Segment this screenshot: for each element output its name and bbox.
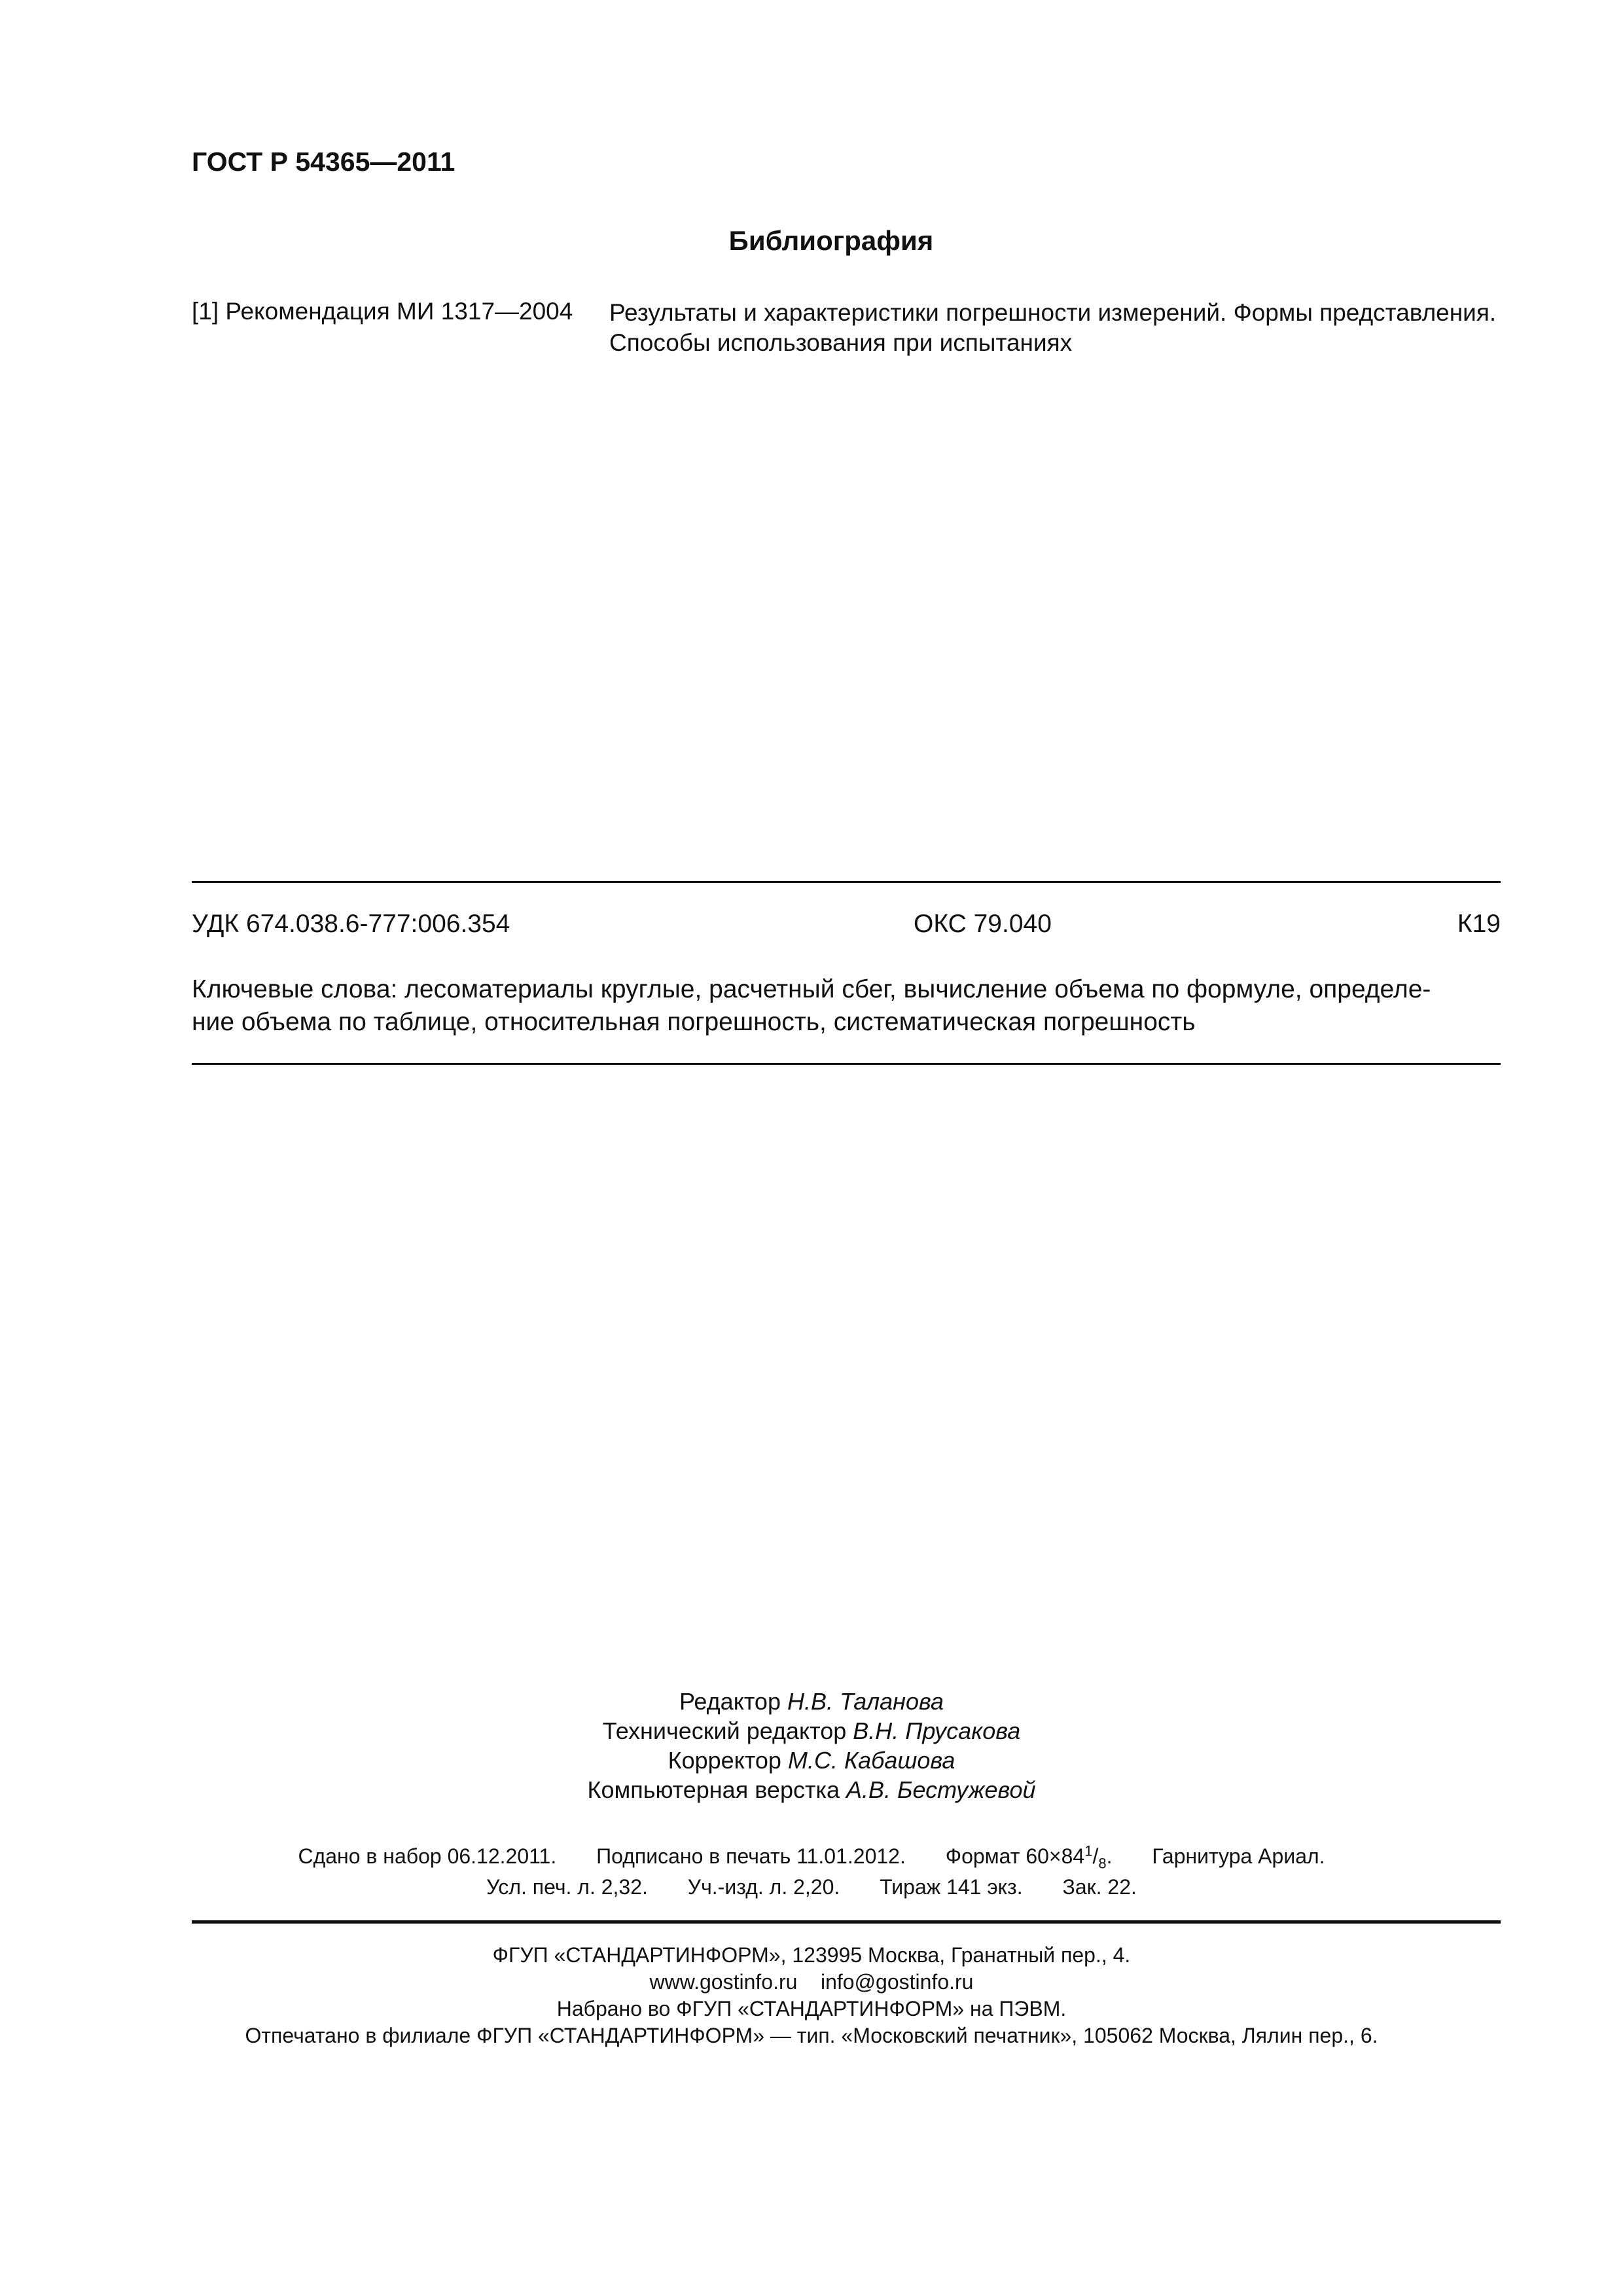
credit-tech-editor (0, 1716, 1623, 1746)
keywords (192, 973, 1501, 1039)
bibliography-ref-line: Результаты и характеристики погрешности измерений. Формы представления. (609, 299, 1497, 326)
classification-code: К19 (1457, 910, 1501, 938)
top-rule (192, 881, 1501, 883)
printing-info: Отпечатано в филиале ФГУП «СТАНДАРТИНФОРМ» — тип. «Московский печатник», 105062 Москва, Лялин пер., 6. (245, 2024, 1378, 2047)
publisher-sheets: Уч.-изд. л. 2,20. (687, 1875, 840, 1899)
credit-editor (0, 1687, 1623, 1716)
credit-role: Компьютерная верстка (587, 1776, 847, 1803)
bibliography-ref: [1] Рекомендация МИ 1317—2004 (192, 298, 573, 325)
credit-name: М.С. Кабашова (787, 1747, 955, 1774)
credit-name: А.В. Бестужевой (846, 1776, 1036, 1803)
bibliography-title: Библиография (728, 225, 934, 256)
udk-code: УДК 674.038.6-777:006.354 (192, 910, 510, 938)
publisher-address: ФГУП «СТАНДАРТИНФОРМ», 123995 Москва, Гранатный пер., 4. (492, 1943, 1131, 1967)
typesetting-info: Набрано во ФГУП «СТАНДАРТИНФОРМ» на ПЭВМ. (556, 1997, 1067, 2020)
credit-name: Н.В. Таланова (787, 1688, 944, 1715)
oks-code: ОКС 79.040 (914, 910, 1052, 938)
publisher-info (0, 1942, 1623, 2049)
credit-name: В.Н. Прусакова (853, 1717, 1021, 1744)
print-info-line-2 (0, 1875, 1623, 1899)
credits (0, 1687, 1623, 1804)
print-info-line-1 (0, 1842, 1623, 1872)
keywords-line: ние объема по таблице, относительная погрешность, систематическая погрешность (192, 1008, 1196, 1036)
order-number: Зак. 22. (1062, 1875, 1137, 1899)
typeface: Гарнитура Ариал. (1152, 1844, 1325, 1868)
print-sheets: Усл. печ. л. 2,32. (486, 1875, 648, 1899)
submitted-date: Сдано в набор 06.12.2011. (298, 1844, 557, 1868)
signed-date: Подписано в печать 11.01.2012. (596, 1844, 906, 1868)
credit-layout (0, 1775, 1623, 1804)
bibliography-ref-line: Способы использования при испытаниях (609, 329, 1073, 356)
keywords-line: Ключевые слова: лесоматериалы круглые, расчетный сбег, вычисление объема по формуле, определе- (192, 975, 1431, 1003)
publisher-rule (192, 1920, 1501, 1924)
credit-role: Технический редактор (602, 1717, 853, 1744)
credit-proofreader (0, 1746, 1623, 1775)
publisher-contacts (0, 1969, 1623, 1996)
publisher-website[interactable]: www.gostinfo.ru (649, 1970, 798, 1994)
bottom-rule (192, 1063, 1501, 1065)
credit-role: Редактор (679, 1688, 787, 1715)
credit-role: Корректор (668, 1747, 788, 1774)
publisher-email[interactable]: info@gostinfo.ru (820, 1970, 974, 1994)
bibliography-ref-text (609, 298, 1512, 358)
standard-code: ГОСТ Р 54365—2011 (192, 147, 455, 177)
print-run: Тираж 141 экз. (880, 1875, 1023, 1899)
format: Формат $60\times 84^1/_8$. (945, 1842, 1113, 1872)
